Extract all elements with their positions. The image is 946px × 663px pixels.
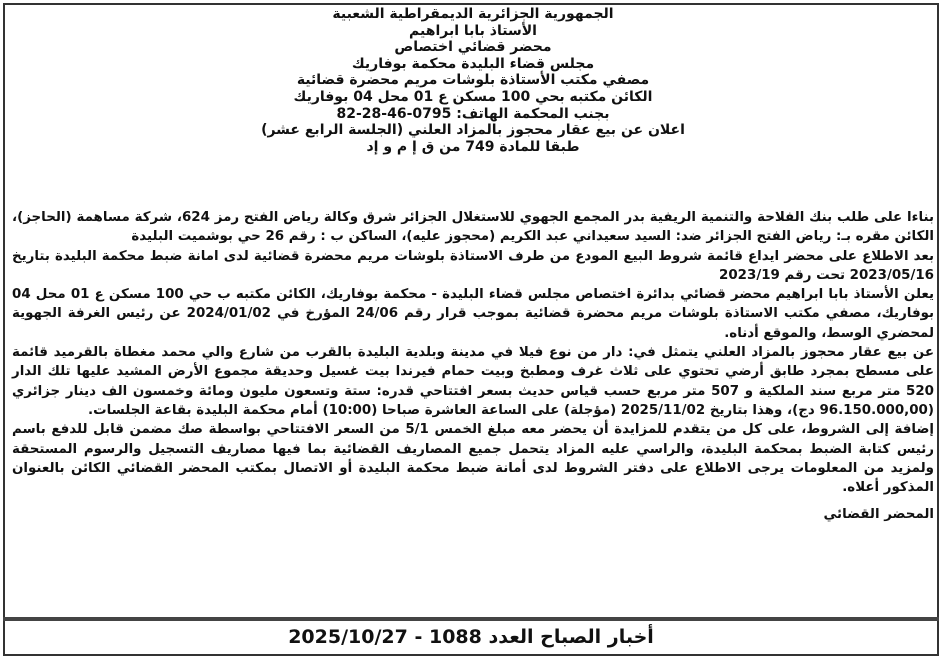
header-line: الجمهورية الجزائرية الديمقراطية الشعبية — [332, 6, 614, 22]
notice-header — [0, 6, 946, 155]
notice-body — [12, 208, 934, 525]
paragraph: إضافة إلى الشروط، على كل من يتقدم للمزايدة أن يحضر معه مبلغ الخمس 5/1 من السعر الافتتاحي بواسطة صك مضمن قابل للدفع باسم رئيس كتابة الضبط بمحكمة البليدة، والراسي عليه المزاد يتحمل جميع المصاريف القضائية بما فيها مصاريف التسجيل والرسوم المستحقة ولمزيد من المعلومات يرجى الاطلاع على دفتر الشروط لدى أمانة ضبط محكمة البليدة أو الاتصال بمكتب المحضر القضائي الكائن بالعنوان المذكور أعلاه. — [12, 422, 934, 496]
publication-footer: أخبار الصباح العدد 1088 - 2025/10/27 — [3, 617, 939, 656]
paragraph: يعلن الأستاذ بابا ابراهيم محضر قضائي بدائرة اختصاص مجلس قضاء البليدة - محكمة بوفاريك، الكائن مكتبه ب حي 100 مسكن ع 01 محل 04 بوفاريك، مصفي مكتب الاستاذة بلوشات مريم محضرة قضائية بموجب قرار رقم 24/06 المؤرخ في 2024/01/02 عن رئيس الغرفة الجهوية لمحضري الوسط، والموقع أدناه. — [12, 287, 935, 341]
header-line: الكائن مكتبه بحي 100 مسكن ع 01 محل 04 بوفاريك — [293, 88, 653, 105]
header-line: الأستاذ بابا ابراهيم — [409, 22, 537, 39]
signature: المحضر القضائي — [823, 507, 934, 523]
paragraph: بعد الاطلاع على محضر ايداع قائمة شروط البيع المودع من طرف الاستاذة بلوشات مريم محضرة قضائية لدى امانة ضبط محكمة البليدة بتاريخ 2023/05/16 تحت رقم 2023/19 — [12, 248, 934, 283]
legal-article: طبقا للمادة 749 من ق إ م و إد — [366, 138, 580, 155]
paragraph: عن بيع عقار محجوز بالمزاد العلني يتمثل في: دار من نوع فيلا في مدينة وبلدية البليدة بالقرب من شارع والي محمد مغطاة بالقرميد قائمة على مسطح بمجرد طابق أرضي تحتوي على ثلاث غرف ومطبخ وبيت حمام فيرندا بيت غسيل وحديقة مجموع الأرض المشيد عليها تلك الدار 520 متر مربع سند الملكية و 507 متر مربع حسب قياس حديث بسعر افتتاحي قدره: ستة وتسعون مليون ومائة وخمسون الف دينار جزائري (96.150.000,00 دج)، وهذا بتاريخ 2025/11/02 (مؤجلة) على الساعة العاشرة صباحا (10:00) أمام محكمة البليدة بقاعة الجلسات. — [12, 345, 934, 418]
paragraph: بناءا على طلب بنك الفلاحة والتنمية الريفية بدر المجمع الجهوي للاستغلال الجزائر شرق وكالة رياض الفتح رمز 624، شركة مساهمة (الحاجز)، الكائن مقره بـ: رياض الفتح الجزائر ضد: السيد سعيداني عبد الكريم (محجوز عليه)، الساكن ب : رقم 26 حي بوشميت البليدة — [12, 210, 934, 245]
notice-title: اعلان عن بيع عقار محجوز بالمزاد العلني (الجلسة الرابع عشر) — [261, 122, 685, 139]
header-line: مصفي مكتب الأستاذة بلوشات مريم محضرة قضائية — [296, 72, 650, 89]
header-line: بجنب المحكمة الهاتف: 0795-46-28-82 — [336, 105, 610, 122]
header-line: محضر قضائي اختصاص — [394, 39, 552, 56]
header-line: مجلس قضاء البليدة محكمة بوفاريك — [351, 55, 595, 72]
